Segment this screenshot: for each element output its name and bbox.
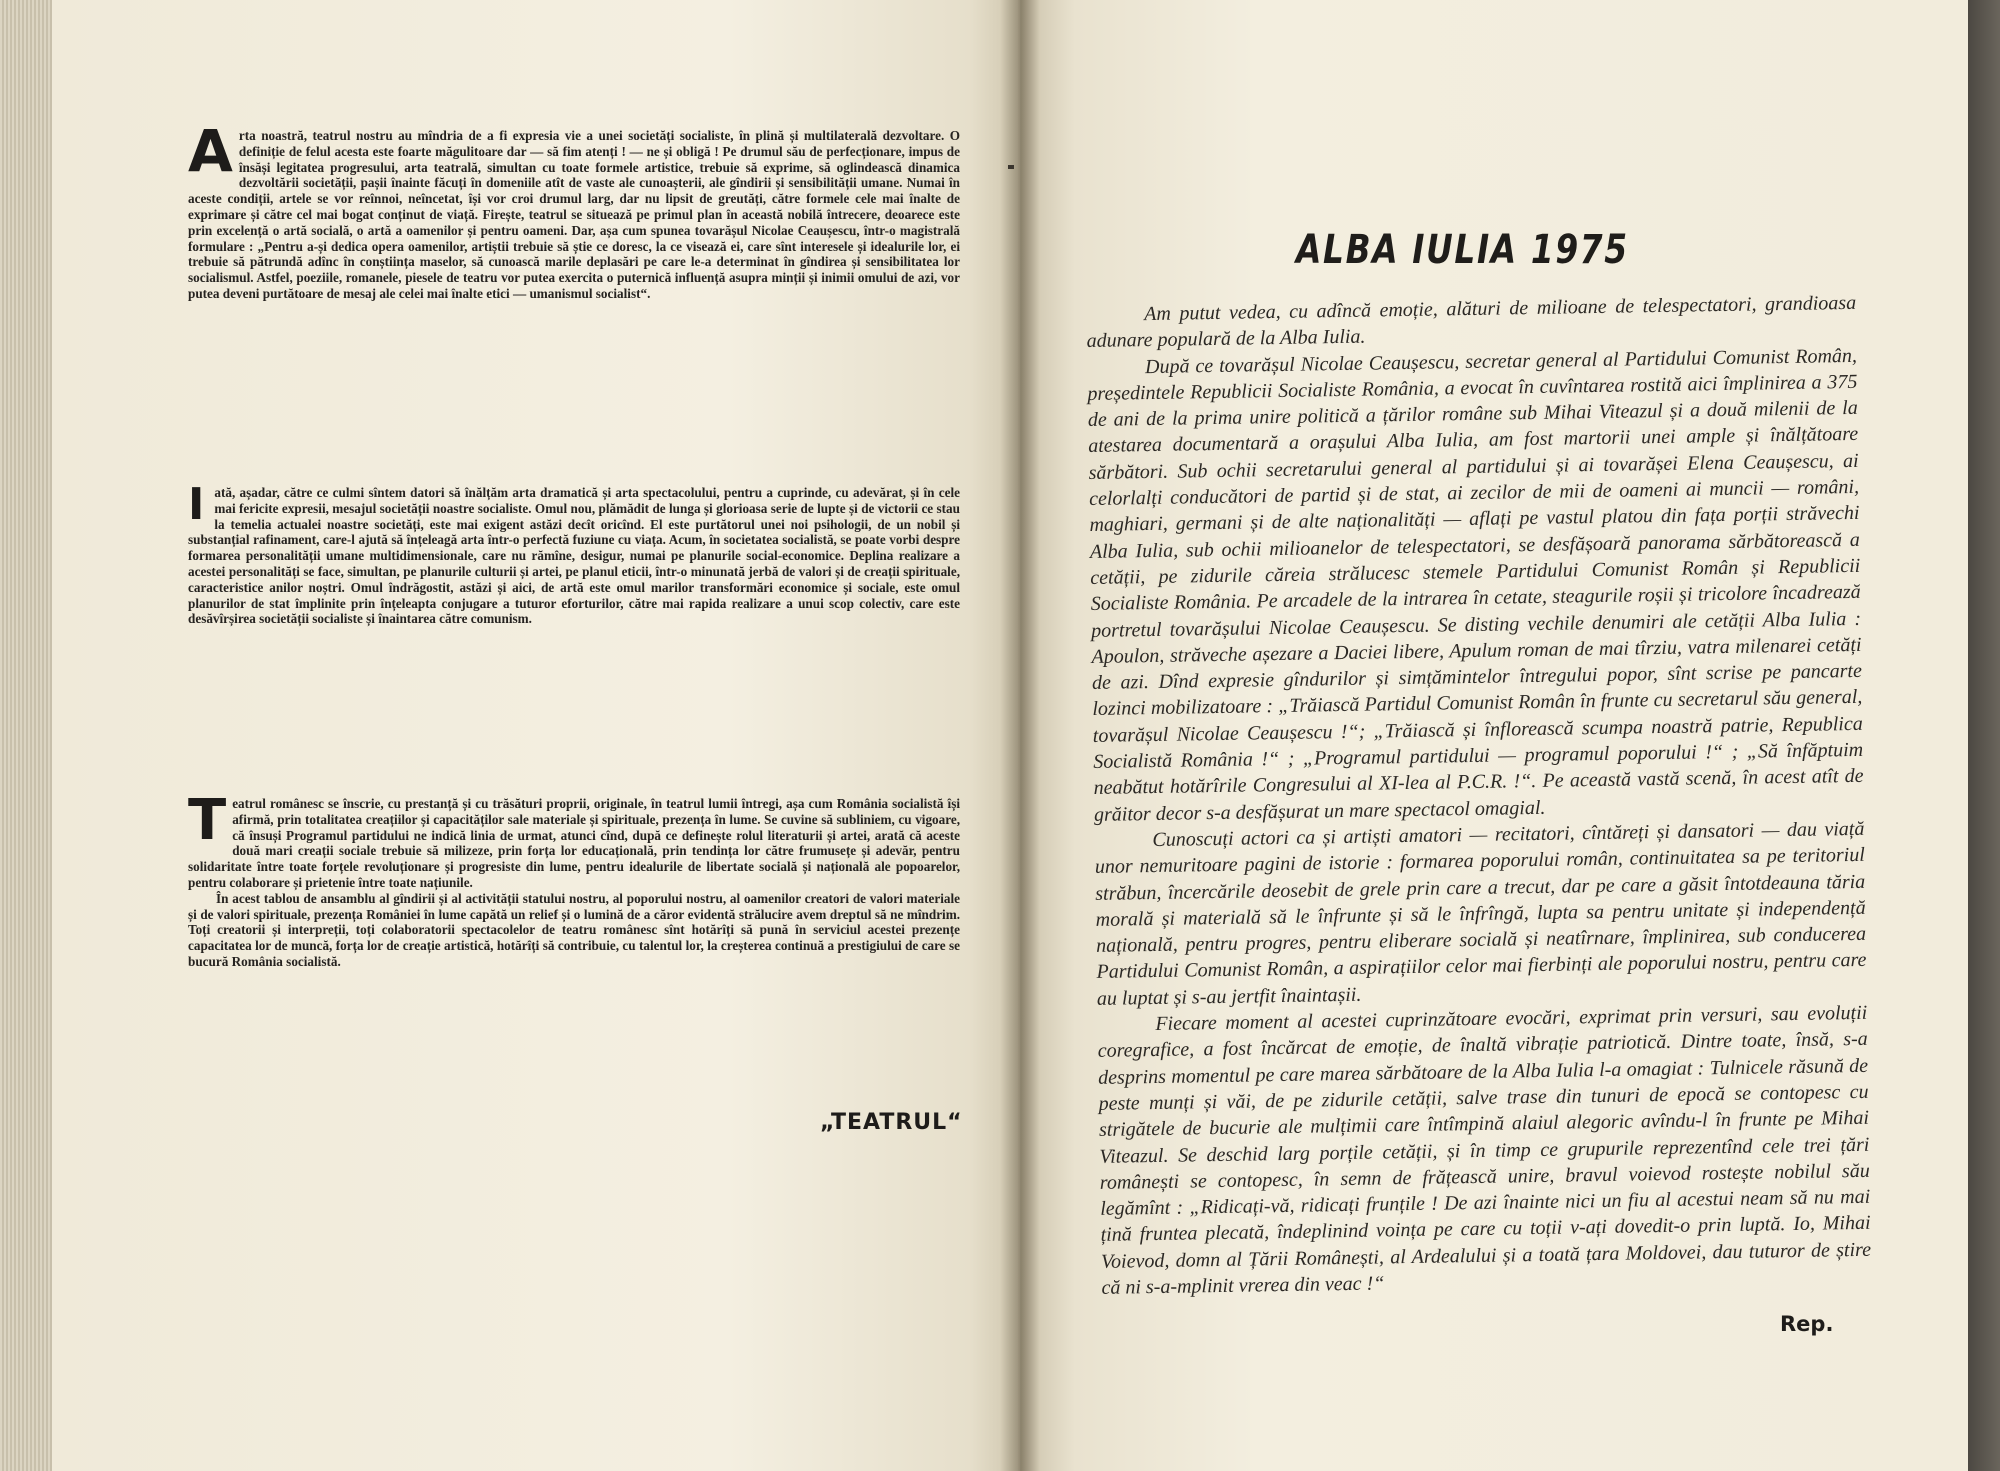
gutter-mark — [1008, 165, 1014, 169]
article-title: ALBA IULIA 1975 — [1296, 227, 1629, 273]
paragraph-text: În acest tablou de ansamblu al gîndirii și al activității statului nostru, al poporului nostru, al oamenilor creatori de valori materiale și de valori spirituale, prezența României în lume capătă un relief și o lumină de a căror evidentă strălucire avem dreptul să ne mîndrim. Toți creatorii și interpreții, toți colaboratorii spectacolelor de teatru românesc sînt hotărîți să pună în serviciul acestei prezențe capacitatea lor de muncă, forța lor de creație artistică, hotărîți să contribuie, cu talentul lor, la creșterea continuă a prestigiului de care se bucură România socialistă. — [188, 890, 960, 969]
left-paragraph-3 — [188, 788, 960, 970]
right-signature: Rep. — [1780, 1312, 1834, 1336]
page-edges — [0, 0, 52, 1471]
paragraph-text: ată, așadar, către ce culmi sîntem datori să înălțăm arta dramatică și arta spectacolului, pentru a cuprinde, cu adevărat, și în cele mai fericite expresii, mesajul societății noastre socialiste. Omul nou, plămădit de lunga și glorioasa serie de lupte și de victorii ce stau la temelia actualei noastre societăți, este mai exigent astăzi decît oricînd. El este purtătorul unei noi psihologii, de un nobil și substanțial rafinament, care-l ajută să înțeleagă arta într-o perfectă fuziune cu viața. Acum, în societatea socialistă, se poate vorbi despre formarea personalității umane multidimensionale, care nu rămîne, desigur, numai pe planurile social-economice. Deplina realizare a acestei personalități se face, simultan, pe planurile culturii și artei, pe planul eticii, într-o minunată jerbă de valori și de creații spirituale, caracteristice anilor noștri. Omul îndrăgostit, astăzi și aici, de artă este omul marilor transformări economice și sociale, este omul planurilor de stat împlinite prin înțeleapta conjugare a tuturor eforturilor, către mai rapida realizare a unui scop colectiv, care este desăvîrșirea societății socialiste și înaintarea către comunism. — [188, 485, 960, 627]
paragraph-text: După ce tovarășul Nicolae Ceaușescu, secretar general al Partidului Comunist Român, președintele Republicii Socialiste România, a evocat în cuvîntarea rostită aici împlinirea a 375 de ani de la prima unire politică a țărilor române sub Mihai Viteazul și a două milenii de la atestarea documentară a orașului Alba Iulia, am fost martorii unei ample și înălțătoare sărbători. Sub ochii secretarului general al partidului și ai tovarășei Elena Ceaușescu, ai celorlalți conducători de partid și de stat, ai zecilor de mii de oameni ai muncii — români, maghiari, germani și de alte naționalități — aflați pe vastul platou din fața porții străvechi Alba Iulia, sub ochii milioanelor de telespectatori, se desfășoară panorama sărbătorească a cetății, pe zidurile căreia strălucesc stemele Partidului Comunist Român și Republicii Socialiste România. Pe arcadele de la intrarea în cetate, steagurile roșii și tricolore încadrează portretul tovarășului Nicolae Ceaușescu. Se disting vechile denumiri ale cetății Alba Iulia : Apoulon, străveche așezare a Daciei libere, Apulum roman de mai tîrziu, vatra milenarei cetăți de azi. Dînd expresie gîndurilor și simțămintelor întregului popor, sînt scrise pe pancarte lozinci mobilizatoare : „Trăiască Partidul Comunist Român în frunte cu secretarul său general, tovarășul Nicolae Ceaușescu !“; „Trăiască și înflorească scumpa noastră patrie, Republica Socialistă România !“ ; „Programul partidului — programul poporului !“ ; „Să înfăptuim neabătut hotărîrile Congresului al XI-lea al P.C.R. !“. Pe această vastă scenă, în acest atît de grăitor decor s-a desfășurat un mare spectacol omagial. — [1087, 344, 1864, 826]
book-gutter — [1000, 0, 1040, 1471]
paragraph-text: Cunoscuți actori ca și artiști amatori — recitatori, cîntăreți și dansatori — dau viață unor nemuritoare pagini de istorie : formarea poporului român, continuitatea sa pe teritoriul străbun, încercările deosebit de grele prin care a trecut, dar pe care a găsit întotdeauna tăria morală și materială să le înfrunte și să le înfrîngă, lupta sa pentru unitate și independență națională, pentru progres, pentru eliberare socială și neatîrnare, împlinirea, sub conducerea Partidului Comunist Român, a aspirațiilor celor mai fierbinți ale poporului nostru, pentru care au luptat și s-au jertfit înaintașii. — [1094, 817, 1867, 1010]
left-paragraph-1 — [188, 117, 960, 302]
drop-cap: I — [188, 479, 205, 530]
paragraph-text: Fiecare moment al acestei cuprinzătoare evocări, exprimat prin versuri, sau evoluții coregrafice, a fost încărcat de emoție, de înaltă vibrație patriotică. Dintre toate, însă, s-a desprins momentul pe care marea sărbătoare de la Alba Iulia l-a omagiat : Tulnicele răsună de peste munți și văi, de pe zidurile cetății, salve trase din tunuri de epocă se contopesc cu strigătele de bucurie ale mulțimii care întîmpină alaiul alegoric avîndu-l în frunte pe Mihai Viteazul. Se deschid larg porțile cetății, și în timp ce grupurile reprezentînd cele trei țări românești se contopesc, în semn de frățească unire, bravul voievod rostește nobilul său legămînt : „Ridicați-vă, ridicați frunțile ! De azi înainte nici un fiu al acestui neam să nu mai țină fruntea plecată, îndeplinind voința pe care cu toții v-ați dovedit-o prin luptă. Io, Mihai Voievod, domn al Țării Românești, al Ardealului și a toată țara Moldovei, dau tuturor de știre că ni s-a-mplinit vrerea din veac !“ — [1097, 1001, 1872, 1299]
drop-cap: T — [188, 788, 227, 853]
paragraph-text: Am putut vedea, cu adîncă emoție, alături de milioane de telespectatori, grandioasa adunare populară de la Alba Iulia. — [1086, 291, 1857, 353]
left-signature: „TEATRUL“ — [820, 1110, 963, 1135]
drop-cap: A — [188, 117, 233, 185]
paragraph-text: rta noastră, teatrul nostru au mîndria de a fi expresia vie a unei societăți socialiste, în plină și multilaterală dezvoltare. O definiție de felul acesta este foarte măgulitoare dar — să fim atenți ! — ne și obligă ! Pe drumul său de perfecționare, impus de însăși legitatea progresului, arta teatrală, simultan cu toate formele artistice, trebuie să exprime, să oglindească dinamica dezvoltării societății, pașii înainte făcuți în domeniile atît de vaste ale cunoașterii, ale gîndirii și sensibilității umane. Numai în aceste condiții, artele se vor reînnoi, neîncetat, își vor croi drumul larg, dar nu lipsit de greutăți, către formele cele mai înalte de exprimare și către cel mai bogat conținut de viață. Firește, teatrul se situează pe primul plan în această nobilă întrecere, deoarece este prin excelență o artă socială, o artă a oamenilor și pentru oameni. Dar, așa cum spunea tovarășul Nicolae Ceaușescu, într-o magistrală formulare : „Pentru a-și dedica opera oamenilor, artiștii trebuie să știe ce doresc, la ce visează ei, care sînt interesele și idealurile lor, ei trebuie să pătrundă adînc în conștiința maselor, să cunoască marile deplasări pe care le-a determinat în gîndirea și sensibilitatea lor socialismul. Astfel, poeziile, romanele, piesele de teatru vor putea exercita o puternică influență asupra minții și inimii omului de azi, vor putea deveni purtătoare de mesaj ale celei mai înalte etici — umanismul socialist“. — [188, 128, 960, 301]
book-cover-right — [1968, 0, 2000, 1471]
left-paragraph-2 — [188, 479, 960, 627]
right-article-body — [1086, 290, 1872, 1301]
paragraph-text: eatrul românesc se înscrie, cu prestanță și cu trăsături proprii, originale, în teatrul lumii întregi, așa cum România socialistă își afirmă, prin totalitatea creațiilor și capacităților sale materiale și spirituale, prezența în lume. Se cuvine să subliniem, cu vigoare, că însuși Programul partidului ne indică linia de urmat, atunci cînd, după ce definește rolul literaturii și artei, arată că aceste două mari creații sociale trebuie să milizeze, prin forța lor educațională, prin tendința lor către frumusețe și adevăr, pentru solidaritate între toate forțele revoluționare și progresiste din lume, pentru idealurile de libertate socială și națională ale popoarelor, pentru colaborare și prietenie între toate națiunile. — [188, 796, 960, 890]
